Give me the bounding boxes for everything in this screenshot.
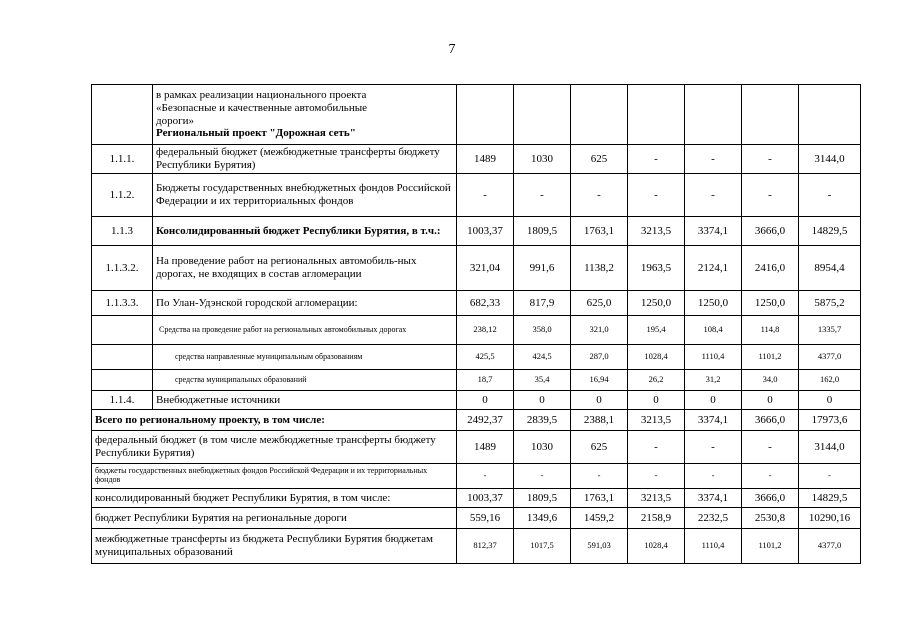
value-cell: 3213,5 <box>628 217 685 246</box>
value-cell: 26,2 <box>628 370 685 391</box>
table-row <box>92 246 861 291</box>
value-cell: 1459,2 <box>571 508 628 529</box>
label-cell: средства муниципальных образований <box>153 370 457 391</box>
value-cell: 5875,2 <box>799 291 861 316</box>
label-cell: На проведение работ на региональных автомобиль-ных дорогах, не входящих в состав агломерации <box>153 246 457 291</box>
code-cell <box>92 85 153 145</box>
value-cell <box>685 85 742 145</box>
value-cell: 1110,4 <box>685 345 742 370</box>
value-cell: 2839,5 <box>514 410 571 431</box>
code-cell <box>92 345 153 370</box>
value-cell: 18,7 <box>457 370 514 391</box>
value-cell: - <box>799 464 861 489</box>
table-row <box>92 345 861 370</box>
value-cell <box>514 85 571 145</box>
value-cell: 1030 <box>514 431 571 464</box>
code-cell: 1.1.3.3. <box>92 291 153 316</box>
value-cell: 2388,1 <box>571 410 628 431</box>
value-cell: 0 <box>799 391 861 410</box>
value-cell: 2492,37 <box>457 410 514 431</box>
value-cell: 0 <box>457 391 514 410</box>
value-cell: 2232,5 <box>685 508 742 529</box>
code-cell: 1.1.3 <box>92 217 153 246</box>
value-cell: 3213,5 <box>628 489 685 508</box>
table-row <box>92 174 861 217</box>
value-cell: 108,4 <box>685 316 742 345</box>
summary-row <box>92 464 861 489</box>
value-cell: 2158,9 <box>628 508 685 529</box>
summary-row <box>92 489 861 508</box>
value-cell: 1017,5 <box>514 529 571 564</box>
value-cell: 3374,1 <box>685 217 742 246</box>
summary-row <box>92 508 861 529</box>
value-cell: 3374,1 <box>685 410 742 431</box>
value-cell: 1101,2 <box>742 529 799 564</box>
value-cell: 0 <box>628 391 685 410</box>
value-cell: 1110,4 <box>685 529 742 564</box>
value-cell: 1250,0 <box>685 291 742 316</box>
value-cell: 31,2 <box>685 370 742 391</box>
intro-line: в рамках реализации национального проекта <box>156 89 367 102</box>
budget-table <box>91 84 861 564</box>
value-cell: 1349,6 <box>514 508 571 529</box>
value-cell: 817,9 <box>514 291 571 316</box>
code-cell: 1.1.2. <box>92 174 153 217</box>
label-cell: средства направленные муниципальным образованиям <box>153 345 457 370</box>
code-cell: 1.1.4. <box>92 391 153 410</box>
value-cell: 35,4 <box>514 370 571 391</box>
value-cell: 10290,16 <box>799 508 861 529</box>
value-cell: 1809,5 <box>514 489 571 508</box>
value-cell: 812,37 <box>457 529 514 564</box>
table-row <box>92 217 861 246</box>
page-number: 7 <box>448 42 456 57</box>
intro-line: дороги» <box>156 114 194 127</box>
value-cell: 1763,1 <box>571 217 628 246</box>
value-cell: 425,5 <box>457 345 514 370</box>
summary-label: федеральный бюджет (в том числе межбюджетные трансферты бюджету Республики Бурятия) <box>92 431 457 464</box>
table-row <box>92 370 861 391</box>
summary-row <box>92 431 861 464</box>
value-cell: 424,5 <box>514 345 571 370</box>
value-cell: 358,0 <box>514 316 571 345</box>
table-row <box>92 316 861 345</box>
value-cell: - <box>685 431 742 464</box>
value-cell: 14829,5 <box>799 489 861 508</box>
value-cell: 8954,4 <box>799 246 861 291</box>
value-cell: - <box>628 145 685 174</box>
value-cell: 16,94 <box>571 370 628 391</box>
value-cell: 1489 <box>457 431 514 464</box>
value-cell <box>742 85 799 145</box>
value-cell: 1138,2 <box>571 246 628 291</box>
value-cell: 0 <box>571 391 628 410</box>
summary-row <box>92 529 861 564</box>
value-cell: 1028,4 <box>628 345 685 370</box>
code-cell: 1.1.3.2. <box>92 246 153 291</box>
intro-row <box>92 85 861 145</box>
value-cell: 4377,0 <box>799 345 861 370</box>
value-cell: 625,0 <box>571 291 628 316</box>
value-cell: 4377,0 <box>799 529 861 564</box>
value-cell: 195,4 <box>628 316 685 345</box>
value-cell: - <box>742 145 799 174</box>
intro-cell <box>153 85 457 145</box>
value-cell: - <box>457 174 514 217</box>
value-cell: - <box>571 174 628 217</box>
table-row <box>92 291 861 316</box>
value-cell: 1030 <box>514 145 571 174</box>
code-cell: 1.1.1. <box>92 145 153 174</box>
code-cell <box>92 316 153 345</box>
value-cell <box>799 85 861 145</box>
value-cell: - <box>628 464 685 489</box>
code-cell <box>92 370 153 391</box>
project-title: Региональный проект "Дорожная сеть" <box>156 127 356 140</box>
value-cell: 3144,0 <box>799 145 861 174</box>
value-cell <box>571 85 628 145</box>
value-cell: 1963,5 <box>628 246 685 291</box>
value-cell: 34,0 <box>742 370 799 391</box>
value-cell: 0 <box>685 391 742 410</box>
value-cell: - <box>742 464 799 489</box>
summary-label: бюджет Республики Бурятия на региональные дороги <box>92 508 457 529</box>
table-row <box>92 391 861 410</box>
value-cell: 2530,8 <box>742 508 799 529</box>
value-cell: 1003,37 <box>457 489 514 508</box>
value-cell: 591,03 <box>571 529 628 564</box>
value-cell: 991,6 <box>514 246 571 291</box>
value-cell: 162,0 <box>799 370 861 391</box>
value-cell <box>457 85 514 145</box>
value-cell: 2416,0 <box>742 246 799 291</box>
value-cell: 321,0 <box>571 316 628 345</box>
value-cell: 1028,4 <box>628 529 685 564</box>
value-cell: 3374,1 <box>685 489 742 508</box>
value-cell: 14829,5 <box>799 217 861 246</box>
value-cell: 1101,2 <box>742 345 799 370</box>
value-cell: - <box>628 431 685 464</box>
value-cell: 682,33 <box>457 291 514 316</box>
label-cell: Консолидированный бюджет Республики Бурятия, в т.ч.: <box>153 217 457 246</box>
value-cell: 0 <box>514 391 571 410</box>
value-cell: 287,0 <box>571 345 628 370</box>
value-cell: 1250,0 <box>628 291 685 316</box>
label-cell: По Улан-Удэнской городской агломерации: <box>153 291 457 316</box>
value-cell: 321,04 <box>457 246 514 291</box>
value-cell: - <box>457 464 514 489</box>
summary-label: бюджеты государственных внебюджетных фондов Российской Федерации и их территориальных фондов <box>92 464 457 489</box>
summary-label: консолидированный бюджет Республики Бурятия, в том числе: <box>92 489 457 508</box>
label-cell: Средства на проведение работ на региональных автомобильных дорогах <box>153 316 457 345</box>
value-cell: - <box>685 464 742 489</box>
value-cell: 2124,1 <box>685 246 742 291</box>
value-cell: - <box>685 174 742 217</box>
value-cell: - <box>628 174 685 217</box>
value-cell: 625 <box>571 145 628 174</box>
value-cell: 625 <box>571 431 628 464</box>
value-cell: - <box>514 174 571 217</box>
value-cell: - <box>742 431 799 464</box>
value-cell: - <box>799 174 861 217</box>
value-cell: - <box>742 174 799 217</box>
value-cell: 1003,37 <box>457 217 514 246</box>
value-cell: 17973,6 <box>799 410 861 431</box>
value-cell: - <box>685 145 742 174</box>
label-cell: Внебюджетные источники <box>153 391 457 410</box>
intro-line: «Безопасные и качественные автомобильные <box>156 101 367 114</box>
value-cell: 559,16 <box>457 508 514 529</box>
value-cell: 1489 <box>457 145 514 174</box>
value-cell: 114,8 <box>742 316 799 345</box>
label-cell: Бюджеты государственных внебюджетных фондов Российской Федерации и их территориальных фондов <box>153 174 457 217</box>
value-cell: 3213,5 <box>628 410 685 431</box>
value-cell <box>628 85 685 145</box>
value-cell: 0 <box>742 391 799 410</box>
table-row <box>92 145 861 174</box>
total-label: Всего по региональному проекту, в том числе: <box>92 410 457 431</box>
value-cell: 1763,1 <box>571 489 628 508</box>
value-cell: 1335,7 <box>799 316 861 345</box>
value-cell: 238,12 <box>457 316 514 345</box>
value-cell: 1250,0 <box>742 291 799 316</box>
value-cell: - <box>571 464 628 489</box>
value-cell: 1809,5 <box>514 217 571 246</box>
summary-label: межбюджетные трансферты из бюджета Республики Бурятия бюджетам муниципальных образований <box>92 529 457 564</box>
value-cell: 3144,0 <box>799 431 861 464</box>
value-cell: 3666,0 <box>742 410 799 431</box>
value-cell: - <box>514 464 571 489</box>
value-cell: 3666,0 <box>742 217 799 246</box>
total-row <box>92 410 861 431</box>
label-cell: федеральный бюджет (межбюджетные трансферты бюджету Республики Бурятия) <box>153 145 457 174</box>
value-cell: 3666,0 <box>742 489 799 508</box>
